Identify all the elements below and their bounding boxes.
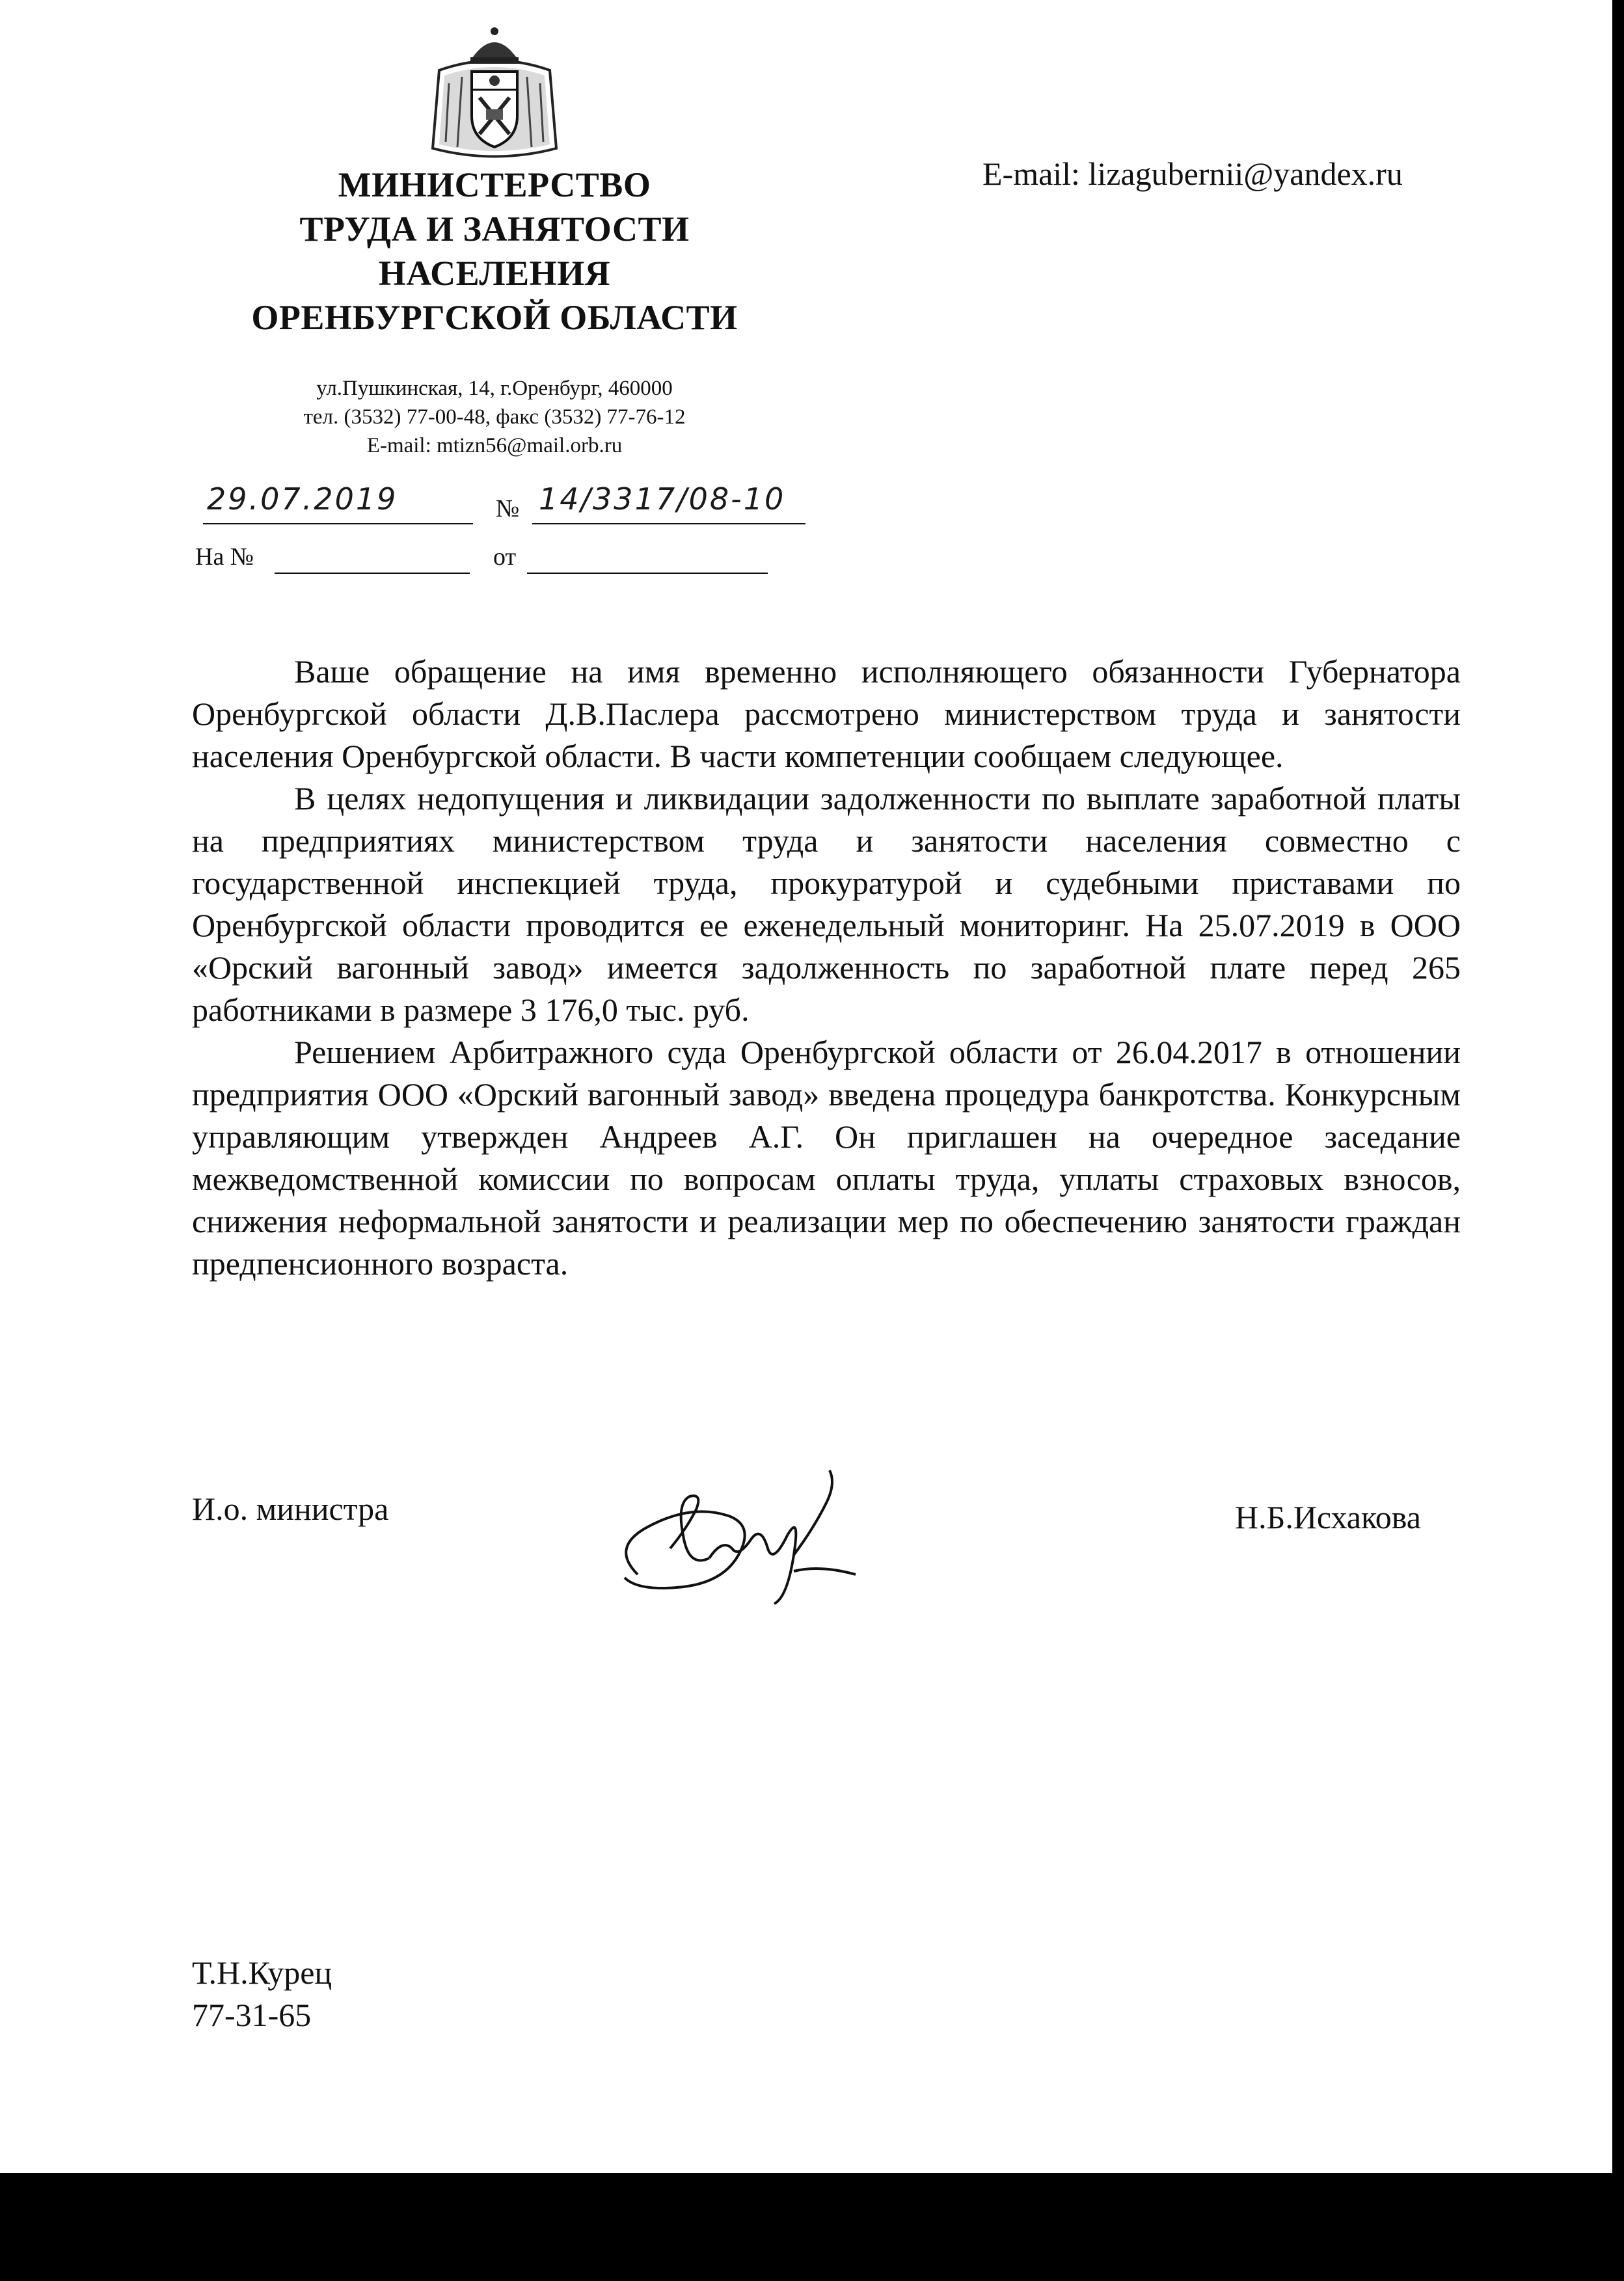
number-label: №: [496, 495, 520, 522]
body-paragraph: Ваше обращение на имя временно исполняющего обязанности Губернатора Оренбургской области Д.В.Паслера рассмотрено министерством труда и занятости населения Оренбургской области. В части компетенции сообщаем следующее.: [192, 653, 1461, 774]
reply-from-line: [527, 573, 768, 574]
date-underline: [203, 523, 473, 524]
coat-of-arms-icon: [426, 25, 563, 163]
org-line: ОРЕНБУРГСКОЙ ОБЛАСТИ: [251, 298, 738, 337]
reply-number-line: [275, 573, 470, 574]
address-line: ул.Пушкинская, 14, г.Оренбург, 460000: [316, 377, 673, 400]
reply-number-label: На №: [195, 543, 254, 571]
email-line: E-mail: mtizn56@mail.orb.ru: [366, 434, 623, 457]
number-underline: [532, 523, 805, 524]
scan-border-bottom: [0, 2173, 1624, 2281]
phone-line: тел. (3532) 77-00-48, факс (3532) 77-76-12: [303, 405, 686, 429]
recipient-email: E-mail: lizagubernii@yandex.ru: [982, 155, 1403, 192]
signer-name: Н.Б.Исхакова: [1235, 1499, 1421, 1535]
scan-border-right: [1612, 0, 1624, 2281]
executor-name: Т.Н.Курец: [192, 1954, 332, 1991]
org-line: МИНИСТЕРСТВО: [338, 165, 651, 204]
org-line: ТРУДА И ЗАНЯТОСТИ: [299, 209, 690, 249]
outgoing-date: 29.07.2019: [207, 481, 398, 517]
signer-title: И.о. министра: [192, 1491, 389, 1527]
executor-phone: 77-31-65: [192, 1997, 312, 2033]
organization-name: [182, 163, 807, 340]
body-paragraph: В целях недопущения и ликвидации задолженности по выплате заработной платы на предприятиях министерством труда и занятости населения совместно с государственной инспекцией труда, прокуратурой и судебными приставами по Оренбургской области проводится ее еженедельный мониторинг. На 25.07.2019 в ООО «Орский вагонный завод» имеется задолженность по заработной плате перед 265 работниками в размере 3 176,0 тыс. руб.: [192, 780, 1461, 1028]
org-line: НАСЕЛЕНИЯ: [378, 254, 611, 293]
organization-address: [182, 374, 807, 460]
executor-block: [192, 1952, 332, 2036]
body-paragraph: Решением Арбитражного суда Оренбургской области от 26.04.2017 в отношении предприятия ООО «Орский вагонный завод» введена процедура банкротства. Конкурсным управляющим утвержден Андреев А.Г. Он приглашен на очередное заседание межведомственной комиссии по вопросам оплаты труда, уплаты страховых взносов, снижения неформальной занятости и реализации мер по обеспечению занятости граждан предпенсионного возраста.: [192, 1034, 1461, 1282]
handwritten-signature-icon: [599, 1457, 898, 1610]
reply-from-label: от: [493, 543, 517, 571]
letter-body: [192, 651, 1461, 1285]
outgoing-number: 14/3317/08-10: [539, 481, 786, 517]
